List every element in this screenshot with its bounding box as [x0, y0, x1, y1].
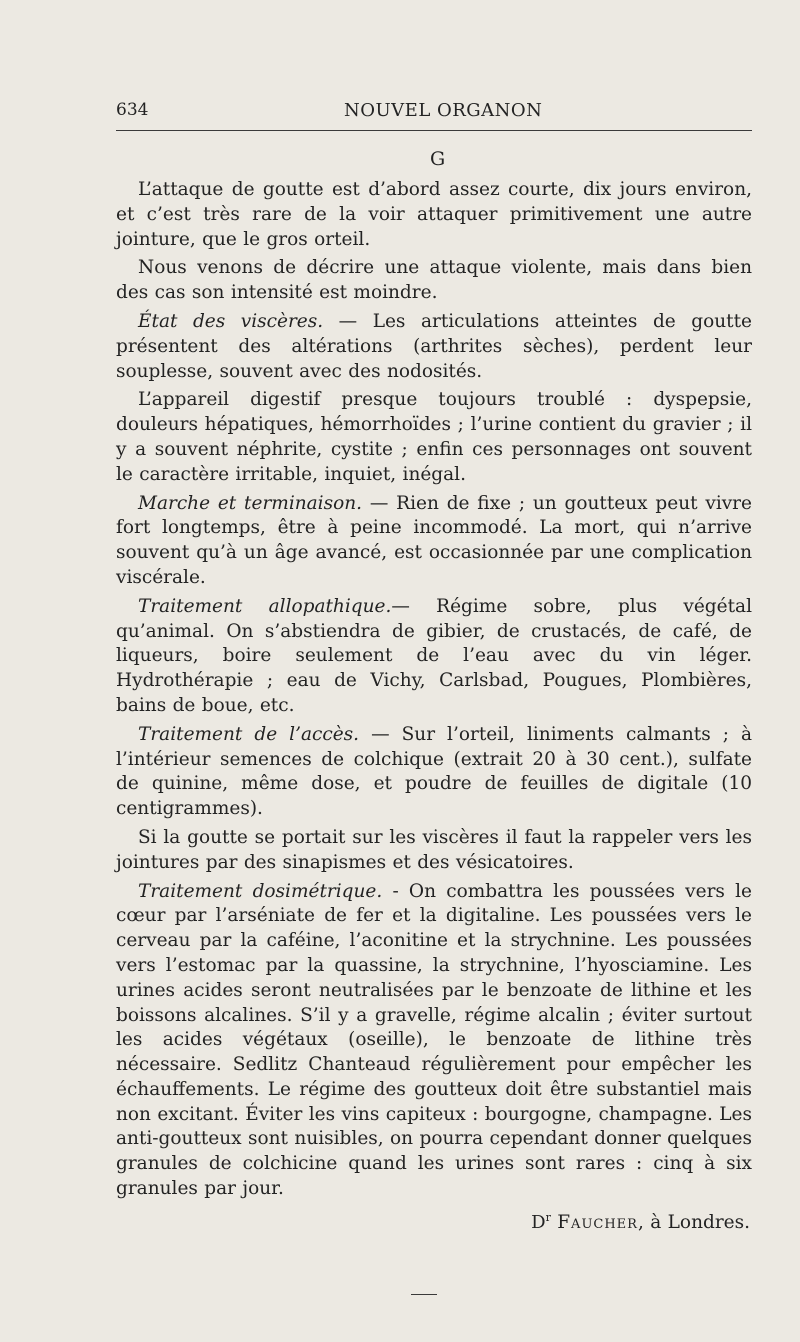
paragraph-heading: État des viscères.	[138, 310, 324, 332]
paragraph-traitement-allopathique: Traitement allopathique.— Régime sobre, plus végétal qu’animal. On s’abstiendra de gibier, de crustacés, de café, de liqueurs, boire seulement de l’eau avec du vin léger. Hydrothérapie ; eau de Vichy, Carlsbad, Pougues, Plombières, bains de boue, etc.	[116, 595, 752, 716]
paragraph-traitement-de-l-acces: Traitement de l’accès. — Sur l’orteil, liniments calmants ; à l’intérieur semences de colchique (extrait 20 à 30 cent.), sulfate de quinine, même dose, et poudre de feuilles de digitale (10 centigrammes).	[116, 723, 752, 820]
author-signature: $D^r$ Faucher, à Londres.	[531, 1210, 750, 1234]
paragraph-traitement-dosimetrique: Traitement dosimétrique. - On combattra les poussées vers le cœur par l’arséniate de fer et la digitaline. Les poussées vers le cerveau par la caféine, l’aconitine et la strychnine. Les poussées vers l’estomac par la quassine, la strychnine, l’hyosciamine. Les urines acides seront neutralisées par le benzoate de lithine et les boissons alcalines. S’il y a gravelle, régime alcalin ; éviter surtout les acides végétaux (oseille), le benzoate de lithine très nécessaire. Sedlitz Chanteaud régulièrement pour empêcher les échauffements. Le régime des goutteux doit être substantiel mais non excitant. Éviter les vins capiteux : bourgogne, champagne. Les anti-goutteux sont nuisibles, on pourra cependant donner quelques granules de colchicine quand les urines sont rares : cinq à six granules par jour.	[116, 880, 752, 1200]
paragraph: L’attaque de goutte est d’abord assez courte, dix jours environ, et c’est très rare de la voir attaquer primitivement une autre jointure, que le gros orteil.	[116, 179, 752, 250]
page-header	[116, 98, 752, 126]
end-rule	[411, 1294, 437, 1295]
page-number: 634	[116, 100, 149, 120]
paragraph-heading: Traitement allopathique.	[138, 595, 392, 617]
running-title: NOUVEL ORGANON	[344, 100, 543, 121]
paragraph: L’appareil digestif presque toujours troublé : dyspepsie, douleurs hépatiques, hémorrhoïdes ; l’urine contient du gravier ; il y a souvent néphrite, cystite ; enfin ces personnages ont souvent le caractère irritable, inquiet, inégal.	[116, 389, 752, 485]
paragraph-heading: Marche et terminaison.	[138, 492, 363, 514]
body-text	[116, 178, 752, 1240]
paragraph-marche-et-terminaison: Marche et terminaison. — Rien de fixe ; un goutteux peut vivre fort longtemps, être à peine incommodé. La mort, qui n’arrive souvent qu’à un âge avancé, est occasionnée par une complication viscérale.	[116, 492, 752, 588]
paragraph: Nous venons de décrire une attaque violente, mais dans bien des cas son intensité est moindre.	[116, 257, 752, 304]
paragraph: Si la goutte se portait sur les viscères il faut la rappeler vers les jointures par des sinapismes et des vésicatoires.	[116, 826, 752, 873]
section-letter: G	[430, 148, 446, 170]
paragraph-heading: Traitement dosimétrique.	[138, 880, 383, 902]
paragraph-etat-des-visceres: État des viscères. — Les articulations atteintes de goutte présentent des altérations (arthrites sèches), perdent leur souplesse, souvent avec des nodosités.	[116, 310, 752, 382]
author-name: Faucher	[557, 1212, 638, 1234]
header-rule	[116, 130, 752, 131]
paragraph-heading: Traitement de l’accès.	[138, 723, 360, 745]
